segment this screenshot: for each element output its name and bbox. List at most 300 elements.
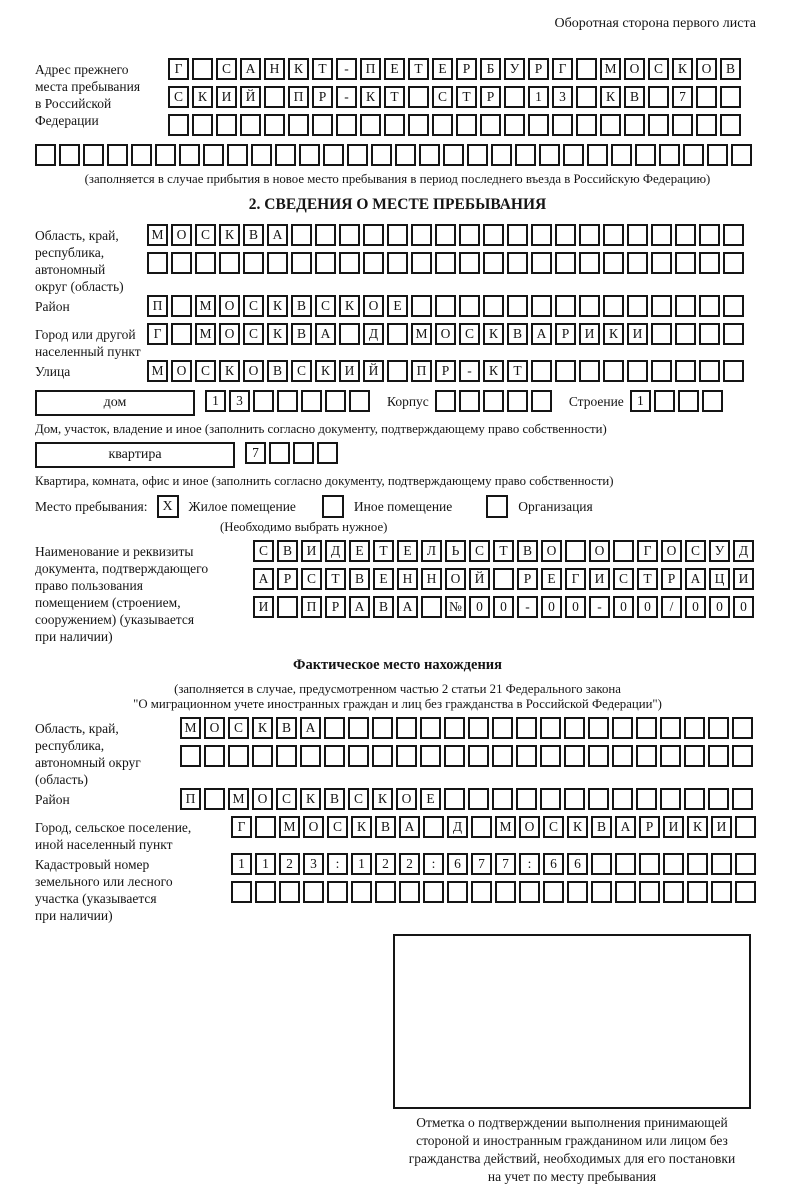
option-label-organization: Организация [518,498,593,514]
char-box [339,323,360,345]
char-box [576,86,597,108]
char-box [267,252,288,274]
char-box: В [349,568,370,590]
char-box: О [171,224,192,246]
char-box [387,252,408,274]
oblast-grids [147,224,747,280]
char-box: Р [456,58,477,80]
char-box [35,144,56,166]
char-box [492,717,513,739]
char-box [732,788,753,810]
char-box: А [253,568,274,590]
stroenie-label: Строение [568,394,624,409]
char-box: Р [517,568,538,590]
char-box [375,881,396,903]
char-box: Г [565,568,586,590]
char-box: Ь [445,540,466,562]
char-box: 0 [541,596,562,618]
char-box: 2 [375,853,396,875]
char-box [555,295,576,317]
char-box [324,745,345,767]
char-box: О [204,717,225,739]
char-box [387,360,408,382]
char-box [615,881,636,903]
char-box: - [589,596,610,618]
char-box: О [661,540,682,562]
char-box [275,144,296,166]
char-box [387,224,408,246]
char-box [603,224,624,246]
char-box [612,788,633,810]
ulitsa-label: Улица [35,364,71,379]
char-box [507,252,528,274]
char-box: К [339,295,360,317]
char-box: М [147,224,168,246]
char-box [659,144,680,166]
char-box [636,745,657,767]
char-box: 3 [303,853,324,875]
char-box [255,881,276,903]
char-box: 7 [471,853,492,875]
char-box: С [228,717,249,739]
char-box: И [733,568,754,590]
char-box: 0 [685,596,706,618]
char-box [395,144,416,166]
fact-title: Фактическое место нахождения [293,657,502,673]
char-box [192,58,213,80]
char-box: В [720,58,741,80]
char-box: М [147,360,168,382]
char-box [349,390,370,412]
char-box [696,114,717,136]
char-box: Т [373,540,394,562]
char-box [696,86,717,108]
char-box: О [219,323,240,345]
char-box [531,252,552,274]
char-box [600,114,621,136]
char-box: А [315,323,336,345]
char-box [480,114,501,136]
char-box [684,745,705,767]
char-box: Н [264,58,285,80]
char-box [444,745,465,767]
char-box: Д [447,816,468,838]
char-box: К [600,86,621,108]
char-box [171,252,192,274]
char-box [684,717,705,739]
char-box: 7 [495,853,516,875]
char-box [675,224,696,246]
char-box [731,144,752,166]
prev-address-grid-row-3 [168,114,744,136]
char-box: 2 [399,853,420,875]
char-box: О [243,360,264,382]
char-box [723,360,744,382]
char-box [567,881,588,903]
char-box: Р [435,360,456,382]
char-box [723,323,744,345]
char-box [301,390,322,412]
char-box [687,881,708,903]
char-box [372,717,393,739]
char-box: С [243,295,264,317]
char-box: : [519,853,540,875]
char-box [588,788,609,810]
char-box [59,144,80,166]
char-box: П [180,788,201,810]
char-box [540,717,561,739]
char-box [635,144,656,166]
char-box: А [349,596,370,618]
char-box [492,788,513,810]
char-box [507,390,528,412]
char-box: Г [637,540,658,562]
char-box: Н [421,568,442,590]
char-box [279,881,300,903]
char-box: В [291,295,312,317]
char-box [702,390,723,412]
ulitsa-grid [147,360,747,382]
char-box: 7 [672,86,693,108]
mesto-label: Место пребывания: [35,498,148,514]
char-box: 1 [255,853,276,875]
fact-oblast-grids [180,717,756,773]
char-box [411,252,432,274]
char-box [588,717,609,739]
char-box [396,745,417,767]
char-box [360,114,381,136]
char-box [543,881,564,903]
char-box: Т [456,86,477,108]
char-box: 6 [567,853,588,875]
char-box: С [348,788,369,810]
doc-grids [253,540,757,624]
char-box [735,816,756,838]
char-box [387,323,408,345]
char-box: К [360,86,381,108]
char-box [654,390,675,412]
char-box [732,717,753,739]
char-box: К [288,58,309,80]
kadastr-label: Кадастровый номер земельного или лесного участка (указывается при наличии) [35,857,173,923]
char-box [603,360,624,382]
char-box: Е [384,58,405,80]
char-box: С [685,540,706,562]
char-box [219,252,240,274]
char-box [528,114,549,136]
char-box: М [195,323,216,345]
fact-raion-label: Район [35,792,70,807]
char-box [447,881,468,903]
char-box: О [445,568,466,590]
gorod-block [35,323,760,360]
char-box [216,114,237,136]
fact-oblast-grid-row-1 [180,717,756,739]
char-box: - [517,596,538,618]
char-box [675,360,696,382]
char-box [531,390,552,412]
char-box [579,295,600,317]
char-box [276,745,297,767]
char-box [300,745,321,767]
char-box: П [360,58,381,80]
char-box [396,717,417,739]
char-box: С [243,323,264,345]
char-box [408,114,429,136]
char-box: Г [168,58,189,80]
char-box: 1 [528,86,549,108]
char-box: № [445,596,466,618]
char-box [720,114,741,136]
char-box [636,717,657,739]
char-box [483,390,504,412]
char-box: Р [277,568,298,590]
char-box: Р [480,86,501,108]
char-box [723,224,744,246]
char-box [507,224,528,246]
char-box: 6 [543,853,564,875]
char-box: О [303,816,324,838]
char-box [651,323,672,345]
char-box: К [351,816,372,838]
char-box [699,295,720,317]
char-box: М [411,323,432,345]
char-box [699,224,720,246]
char-box: С [276,788,297,810]
char-box [336,114,357,136]
doc-grid-row-3 [253,596,757,618]
prev-address-grid-row-4 [35,144,760,166]
char-box: К [219,360,240,382]
char-box [615,853,636,875]
char-box [171,295,192,317]
char-box [252,745,273,767]
char-box [231,881,252,903]
char-box: И [216,86,237,108]
char-box: 0 [709,596,730,618]
fact-oblast-label: Область, край, республика, автономный округ (область) [35,721,141,787]
char-box [315,224,336,246]
char-box [264,114,285,136]
char-box: В [591,816,612,838]
char-box: А [531,323,552,345]
char-box [507,295,528,317]
gorod-grid [147,323,747,345]
char-box: - [459,360,480,382]
char-box: С [459,323,480,345]
doc-label: Наименование и реквизиты документа, подтверждающего право пользования помещением (строением, сооружением) (указывается при наличии) [35,544,209,644]
char-box: Е [420,788,441,810]
char-box [651,224,672,246]
char-box [348,745,369,767]
section2-title: 2. СВЕДЕНИЯ О МЕСТЕ ПРЕБЫВАНИЯ [248,196,547,213]
dom-grid [205,390,373,412]
char-box [347,144,368,166]
kadastr-block [35,853,760,924]
char-box: В [373,596,394,618]
char-box [423,881,444,903]
oblast-label: Область, край, республика, автономный округ (область) [35,228,124,294]
char-box [255,816,276,838]
char-box [371,144,392,166]
char-box [516,745,537,767]
char-box: В [267,360,288,382]
char-box: Е [541,568,562,590]
char-box: С [195,360,216,382]
char-box: Р [312,86,333,108]
char-box [516,717,537,739]
char-box [471,816,492,838]
char-box [264,86,285,108]
char-box [735,853,756,875]
char-box: В [291,323,312,345]
char-box [351,881,372,903]
char-box: Т [493,540,514,562]
prev-address-label: Адрес прежнего места пребывания в Российской Федерации [35,62,141,128]
char-box: К [267,295,288,317]
char-box: 1 [205,390,226,412]
char-box: К [483,323,504,345]
char-box [684,788,705,810]
char-box: К [219,224,240,246]
char-box [504,114,525,136]
char-box [131,144,152,166]
char-box [587,144,608,166]
char-box [612,745,633,767]
char-box: А [240,58,261,80]
char-box: Г [231,816,252,838]
char-box [639,881,660,903]
char-box [723,295,744,317]
char-box [708,717,729,739]
char-box [348,717,369,739]
char-box: Т [637,568,658,590]
char-box [711,881,732,903]
char-box: И [253,596,274,618]
char-box [384,114,405,136]
char-box: О [396,788,417,810]
char-box: 1 [630,390,651,412]
char-box [675,252,696,274]
char-box: У [709,540,730,562]
char-box: П [301,596,322,618]
option-label-other-premises: Иное помещение [353,498,453,514]
char-box [708,788,729,810]
char-box: М [279,816,300,838]
char-box [531,224,552,246]
char-box: К [603,323,624,345]
char-box: Д [363,323,384,345]
char-box: К [672,58,693,80]
char-box [468,745,489,767]
fact-raion-block [35,788,760,816]
fact-gorod-grid [231,816,759,838]
stamp-area [393,934,751,1109]
char-box [612,717,633,739]
char-box [435,295,456,317]
char-box [459,224,480,246]
char-box: Е [397,540,418,562]
oblast-grid-row-1 [147,224,747,246]
char-box: А [615,816,636,838]
char-box [576,58,597,80]
char-box [651,360,672,382]
doc-grid-row-2 [253,568,757,590]
char-box [540,788,561,810]
char-box [565,540,586,562]
char-box: 3 [552,86,573,108]
char-box [627,295,648,317]
char-box: М [180,717,201,739]
char-box: Д [733,540,754,562]
char-box [303,881,324,903]
char-box [83,144,104,166]
char-box: С [216,58,237,80]
char-box: И [627,323,648,345]
char-box [492,745,513,767]
char-box: 0 [493,596,514,618]
char-box: 2 [279,853,300,875]
char-box: Е [373,568,394,590]
char-box: 0 [565,596,586,618]
fact-oblast-grid-row-2 [180,745,756,767]
stroenie-grid [630,390,726,412]
char-box: А [685,568,706,590]
char-box [636,788,657,810]
dom-box: дом [35,390,195,416]
char-box: А [267,224,288,246]
char-box [432,114,453,136]
char-box: Й [240,86,261,108]
char-box [493,568,514,590]
char-box [467,144,488,166]
char-box: Е [349,540,370,562]
char-box [444,788,465,810]
char-box [228,745,249,767]
char-box: О [541,540,562,562]
korpus-label: Корпус [387,394,429,409]
char-box: - [336,58,357,80]
char-box: К [300,788,321,810]
char-box [732,745,753,767]
char-box: М [600,58,621,80]
fact-note: (заполняется в случае, предусмотренном частью 2 статьи 21 Федерального закона "О миграционном учете иностранных граждан и лиц без гражданства в Российской Федерации") [133,682,662,711]
char-box [203,144,224,166]
oblast-block [35,224,760,295]
char-box [678,390,699,412]
char-box [195,252,216,274]
char-box [660,717,681,739]
char-box: О [435,323,456,345]
char-box [483,295,504,317]
char-box: 1 [351,853,372,875]
checkbox-organization [486,495,508,518]
char-box: В [375,816,396,838]
char-box [579,252,600,274]
char-box: : [327,853,348,875]
char-box [707,144,728,166]
char-box: С [648,58,669,80]
char-box: - [336,86,357,108]
char-box: И [301,540,322,562]
char-box [687,853,708,875]
char-box: И [711,816,732,838]
char-box: П [147,295,168,317]
char-box: В [243,224,264,246]
char-box [204,745,225,767]
char-box: Г [147,323,168,345]
char-box [291,224,312,246]
